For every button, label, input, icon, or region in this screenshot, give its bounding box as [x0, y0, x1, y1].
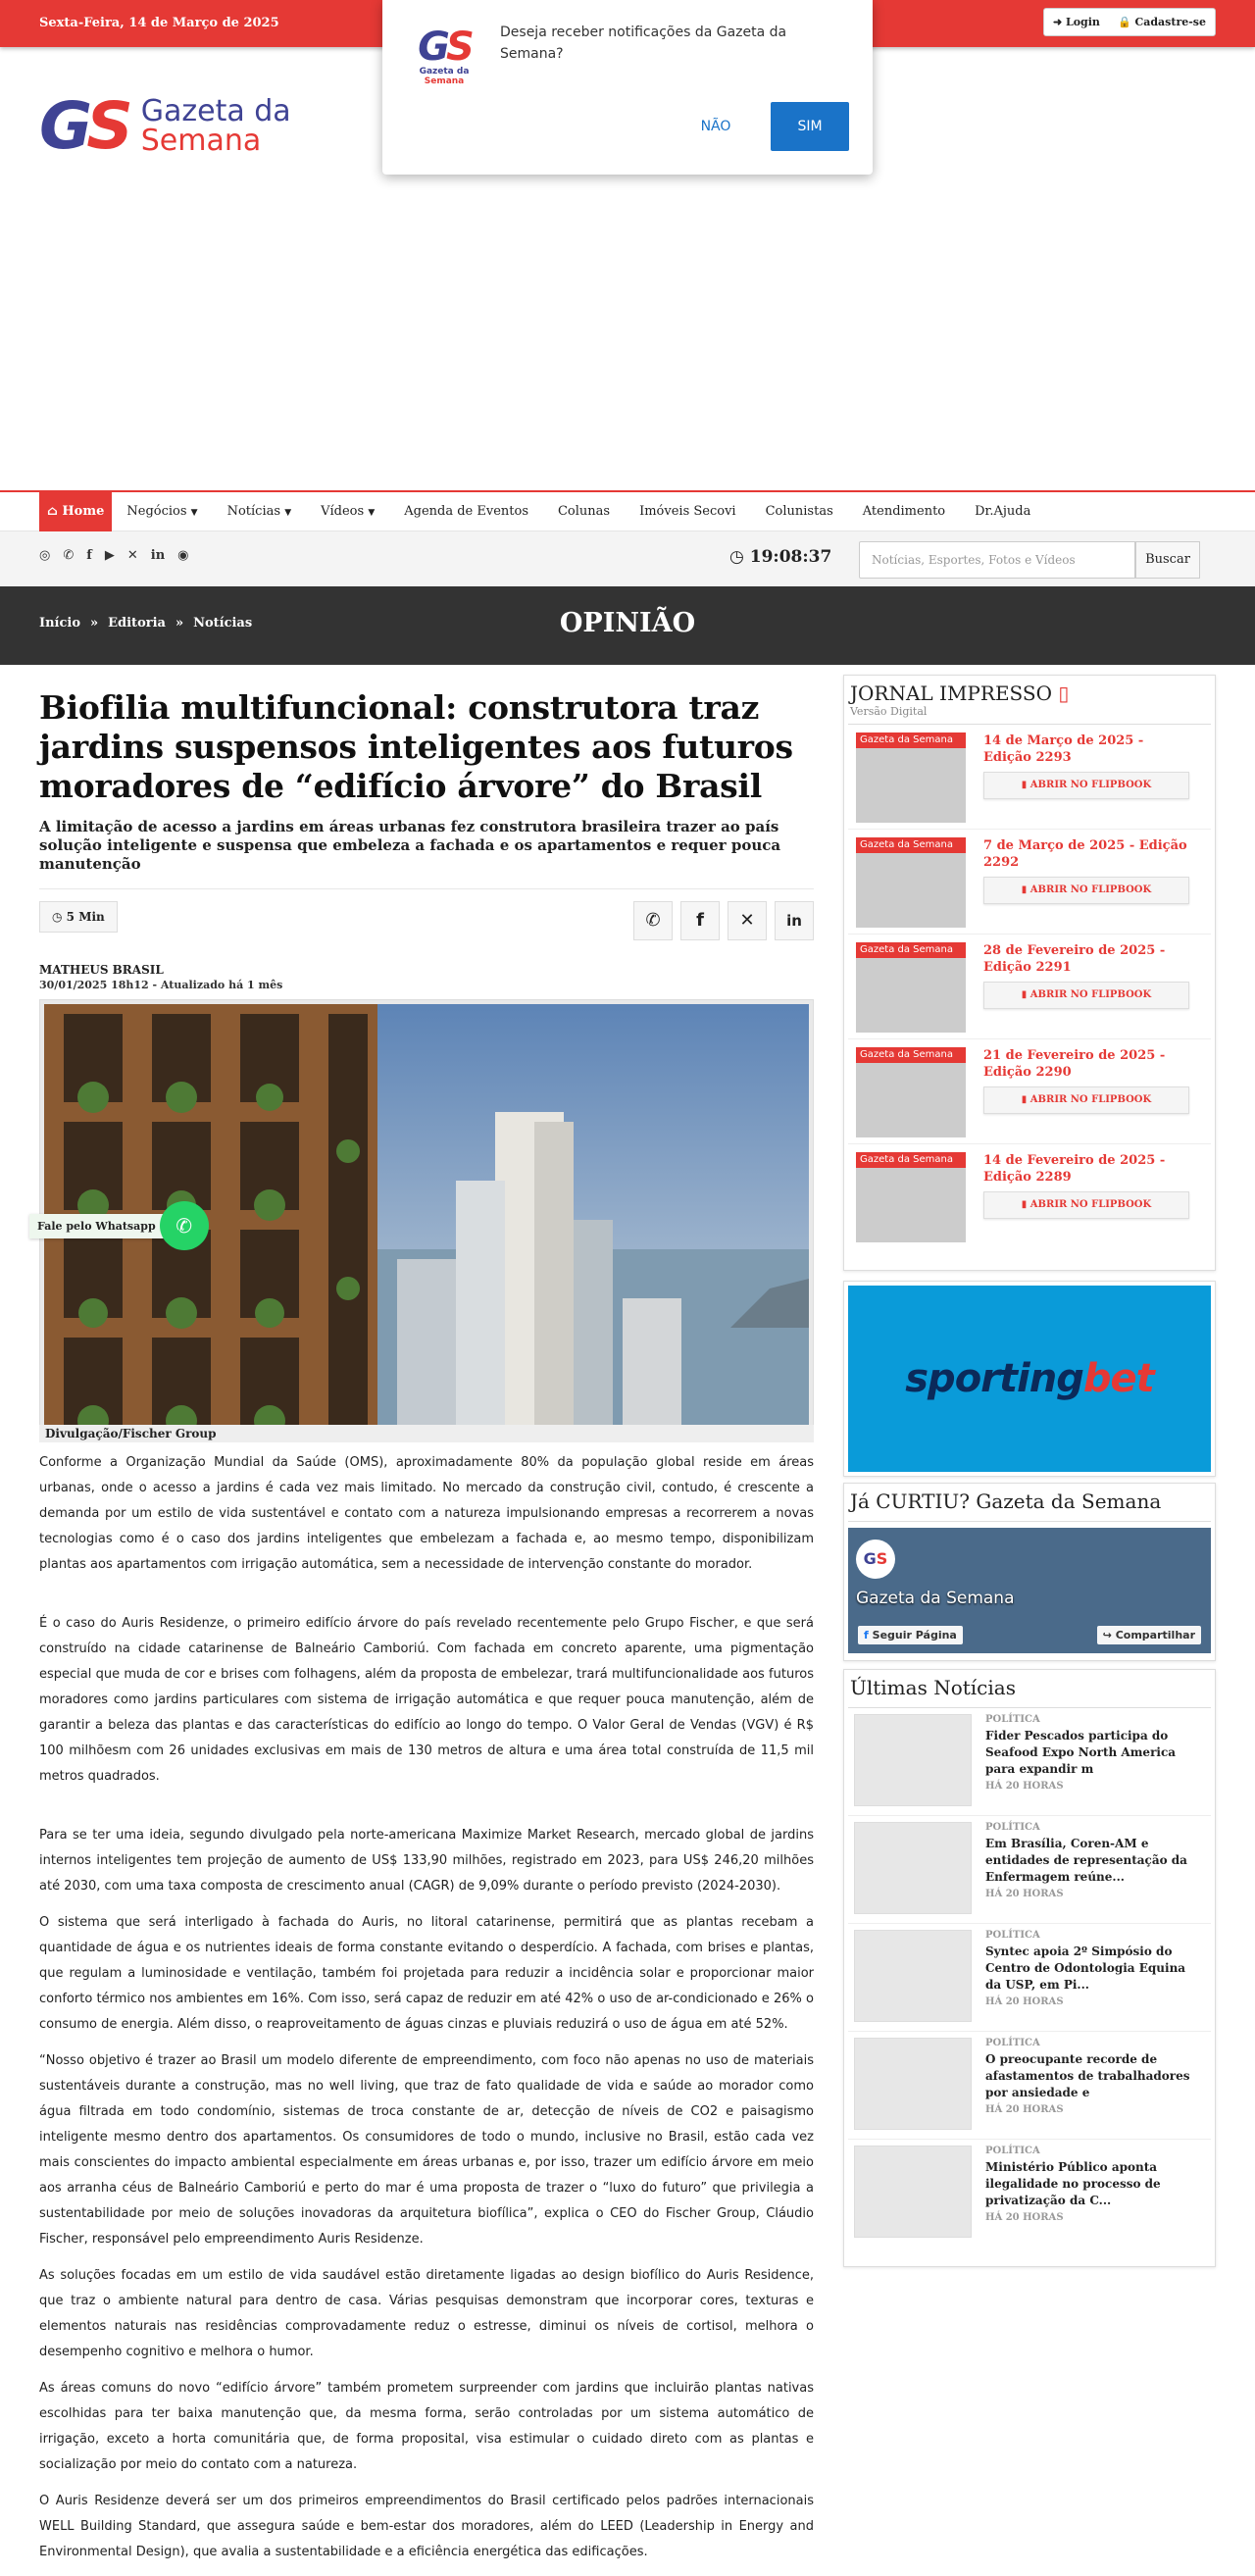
caret-down-icon: ▼	[190, 508, 198, 518]
flipbook-label: ABRIR NO FLIPBOOK	[1029, 1199, 1152, 1210]
share-facebook-icon[interactable]: f	[680, 901, 720, 940]
latest-news-item[interactable]	[848, 1816, 1211, 1924]
article-paragraph: As soluções focadas em um estilo de vida saudável estão diretamente ligadas ao design biofílico do Auris Residence, que traz o ambiente natural para dentro de casa. Várias pesquisas demonstram que incorporar cores, texturas e elementos naturais nas residências comprovadamente reduz o estresse, diminui os níveis de cortisol, melhora o desempenho cognitivo e melhora o humor.	[39, 2268, 814, 2359]
print-edition-subtitle: Versão Digital	[848, 705, 1211, 725]
news-title[interactable]: Syntec apoia 2º Simpósio do Centro de Odontologia Equina da USP, em Pi...	[985, 1945, 1186, 1992]
news-title[interactable]: Fider Pescados participa do Seafood Expo North America para expandir m	[985, 1729, 1177, 1776]
pdf-icon: ▮	[1021, 884, 1028, 895]
ad-brand-b: bet	[1082, 1356, 1154, 1401]
notification-prompt	[382, 0, 873, 175]
article-date: 30/01/2025 18h12 - Atualizado há 1 mês	[39, 979, 283, 991]
news-time: HÁ 20 HORAS	[985, 1889, 1064, 1899]
share-buttons	[633, 901, 814, 940]
main-nav	[0, 490, 1255, 531]
latest-news-title: Últimas Notícias	[848, 1676, 1211, 1708]
print-edition-title: JORNAL IMPRESSO	[850, 682, 1052, 705]
article-title: Biofilia multifuncional: construtora traz jardins suspensos inteligentes aos futuros moradores de “edifício árvore” do Brasil	[39, 688, 793, 805]
notification-message: Deseja receber notificações da Gazeta da Semana?	[500, 25, 787, 62]
search-input[interactable]: Notícias, Esportes, Fotos e Vídeos	[859, 541, 1135, 579]
follow-label: Seguir Página	[872, 1629, 957, 1642]
latest-news-item[interactable]	[848, 1708, 1211, 1816]
latest-news-item[interactable]	[848, 2032, 1211, 2140]
latest-news-item[interactable]	[848, 1924, 1211, 2032]
facebook-icon[interactable]: f	[86, 548, 92, 563]
nav-colunistas[interactable]: Colunistas	[765, 504, 833, 519]
article	[39, 686, 814, 2576]
nav-videos[interactable]	[306, 492, 389, 531]
edition-title[interactable]: 14 de Fevereiro de 2025 - Edição 2289	[983, 1153, 1166, 1185]
news-category: POLÍTICA	[985, 2038, 1040, 2048]
logo-mark	[39, 88, 127, 164]
article-paragraph: O Auris Residenze deverá ser um dos primeiros empreendimentos do Brasil certificado pelos padrões internacionais WELL Building Standard, que assegura saúde e bem-estar dos moradores, além do LEED (Leadership in Energy and Environmental Design), que avalia a sustentabilidade e a eficiência energética das edificações.	[39, 2494, 814, 2559]
cover-label: Gazeta da Semana	[856, 1152, 966, 1168]
edition-cover[interactable]	[856, 1152, 966, 1242]
popup-logo-line-2: Semana	[424, 76, 465, 86]
news-thumbnail[interactable]	[854, 2038, 972, 2130]
nav-home[interactable]	[39, 492, 112, 531]
edition-cover[interactable]	[856, 732, 966, 823]
print-edition-heading	[848, 682, 1211, 705]
avatar-s: S	[876, 1549, 888, 1568]
logo-words	[140, 94, 291, 158]
news-thumbnail[interactable]	[854, 2146, 972, 2238]
whatsapp-icon[interactable]: ✆	[160, 1201, 209, 1250]
logo-line-2: Semana	[140, 124, 262, 158]
flipbook-label: ABRIR NO FLIPBOOK	[1029, 1094, 1152, 1105]
sidebar-ad[interactable]	[843, 1281, 1216, 1477]
edition-item[interactable]	[848, 1039, 1211, 1144]
whatsapp-icon[interactable]: ✆	[63, 548, 75, 563]
facebook-page-name[interactable]: Gazeta da Semana	[856, 1589, 1015, 1608]
flipbook-label: ABRIR NO FLIPBOOK	[1029, 989, 1152, 1000]
news-time: HÁ 20 HORAS	[985, 2212, 1064, 2223]
nav-drajuda[interactable]: Dr.Ajuda	[975, 504, 1031, 519]
linkedin-icon[interactable]: in	[150, 548, 166, 563]
edition-item[interactable]	[848, 725, 1211, 830]
latest-news-widget	[843, 1669, 1216, 2267]
nav-label: Negócios	[126, 504, 187, 519]
article-subtitle: A limitação de acesso a jardins em áreas urbanas fez construtora brasileira trazer ao país solução inteligente e suspensa que embeleza a fachada e os apartamentos e requer pouca manutenção	[39, 818, 781, 873]
article-paragraph: Para se ter uma ideia, segundo divulgado pela norte-americana Maximize Market Research, mercado global de jardins internos inteligentes tem projeção de aumento de US$ 133,90 milhões, registrado em 2023, para US$ 246,20 milhões até 2030, com uma taxa composta de crescimento anual (CAGR) de 9,09% durante o período previsto (2024-2030).	[39, 1828, 814, 1894]
share-whatsapp-icon[interactable]: ✆	[633, 901, 673, 940]
rss-icon[interactable]: ◉	[177, 548, 189, 563]
chevron-right-icon: »	[175, 616, 184, 631]
news-title[interactable]: O preocupante recorde de afastamentos de trabalhadores por ansiedade e	[985, 2052, 1190, 2099]
breadcrumb	[39, 616, 252, 631]
instagram-icon[interactable]: ◎	[39, 548, 51, 563]
facebook-widget-title: Já CURTIU? Gazeta da Semana	[848, 1490, 1211, 1522]
section-band	[0, 586, 1255, 665]
popup-logo-g: G	[418, 25, 447, 70]
facebook-icon: f	[864, 1629, 869, 1642]
edition-item[interactable]	[848, 830, 1211, 934]
edition-title[interactable]: 21 de Fevereiro de 2025 - Edição 2290	[983, 1048, 1166, 1080]
edition-title[interactable]: 28 de Fevereiro de 2025 - Edição 2291	[983, 943, 1166, 975]
photo-caption: Divulgação/Fischer Group	[39, 1425, 814, 1442]
news-title[interactable]: Em Brasília, Coren-AM e entidades de representação da Enfermagem reúne...	[985, 1837, 1187, 1884]
facebook-widget	[843, 1483, 1216, 1661]
logo-line-1: Gazeta da	[140, 94, 291, 128]
popup-logo	[406, 27, 482, 86]
share-page-button[interactable]	[1097, 1626, 1201, 1644]
nav-label: Notícias	[226, 504, 281, 519]
flipbook-button[interactable]	[983, 877, 1189, 904]
social-icons	[39, 548, 188, 563]
popup-logo-line-1: Gazeta da	[419, 67, 470, 76]
news-thumbnail[interactable]	[854, 1822, 972, 1914]
nav-agenda[interactable]: Agenda de Eventos	[404, 504, 528, 519]
logo-mark-s: S	[86, 88, 127, 164]
phone-icon: ▯	[1058, 682, 1070, 705]
breadcrumb-editoria[interactable]: Editoria	[108, 616, 166, 631]
news-category: POLÍTICA	[985, 2146, 1040, 2156]
news-thumbnail[interactable]	[854, 1930, 972, 2022]
accept-button[interactable]: SIM	[771, 102, 849, 151]
article-paragraph: O sistema que será interligado à fachada do Auris, no litoral catarinense, permitirá que as plantas recebam a quantidade de água e os nutrientes ideais de forma constante evitando o desperdício. A fachada, com brises e plantas, que regulam a luminosidade e ventilação, também foi projetada para reduzir a incidência solar e proporcionar maior conforto térmico nos ambientes em 16%. Com isso, será capaz de reduzir em até 42% o uso de ar-condicionado e 26% o consumo de energia. Além disso, o reaproveitamento de águas cinzas e pluviais reduzirá o uso de água em até 52%.	[39, 1915, 814, 2032]
share-linkedin-icon[interactable]: in	[775, 901, 814, 940]
search-button[interactable]: Buscar	[1135, 541, 1200, 579]
login-label: Login	[1065, 16, 1100, 28]
news-title[interactable]: Ministério Público aponta ilegalidade no processo de privatização da C...	[985, 2160, 1161, 2207]
cover-label: Gazeta da Semana	[856, 837, 966, 853]
article-meta-row	[39, 888, 814, 951]
flipbook-label: ABRIR NO FLIPBOOK	[1029, 780, 1152, 790]
share-x-icon[interactable]: ✕	[728, 901, 767, 940]
login-link[interactable]: ➜ Login	[1052, 16, 1100, 28]
clock	[729, 547, 831, 567]
edition-item[interactable]	[848, 1144, 1211, 1249]
pdf-icon: ▮	[1021, 1094, 1028, 1105]
section-title: OPINIÃO	[559, 608, 696, 638]
current-date: Sexta-Feira, 14 de Março de 2025	[39, 16, 279, 30]
nav-imoveis[interactable]: Imóveis Secovi	[639, 504, 736, 519]
edition-cover[interactable]	[856, 1047, 966, 1137]
breadcrumb-home[interactable]: Início	[39, 616, 80, 631]
account-links	[1043, 8, 1216, 36]
clock-icon: ◷	[52, 910, 63, 924]
article-paragraph: Conforme a Organização Mundial da Saúde (OMS), aproximadamente 80% da população global reside em áreas urbanas, onde o acesso a jardins é cada vez mais limitado. No mercado da construção civil, contudo, é crescente a demanda por um estilo de vida sustentável e contato com a natureza impulsionando empresas a recorrerem a novas tecnologias como é o caso dos jardins inteligentes que embelezam a fachada e, ao mesmo tempo, disponibilizam plantas aos apartamentos com irrigação automática, sem a necessidade de intervenção constante do morador.	[39, 1455, 814, 1572]
avatar-g: G	[863, 1549, 877, 1568]
pdf-icon: ▮	[1021, 989, 1028, 1000]
ad-banner[interactable]	[848, 1286, 1211, 1472]
pdf-icon: ▮	[1021, 780, 1028, 790]
follow-page-button[interactable]	[858, 1626, 963, 1644]
popup-logo-s: S	[446, 25, 471, 70]
home-icon: ⌂	[47, 504, 58, 519]
article-paragraph: “Nosso objetivo é trazer ao Brasil um modelo diferente de empreendimento, com foco não apenas no uso de materiais sustentáveis durante a construção, mas no well living, que traz de fato qualidade de vida e saúde ao morador como água filtrada em todo condomínio, sistemas de troca constante de ar, detecção de níveis de CO2 e paisagismo inteligente mesmo dentro dos apartamentos. Os consumidores de todo o mundo, inclusive no Brasil, estão cada vez mais conscientes do impacto ambiental especialmente em áreas urbanas e, por isso, trazer um edifício árvore em meio aos arranha céus de Balneário Camboriú e perto do mar é uma proposta de trazer o “luxo do futuro” que privilegia a sustentabilidade por meio de soluções inovadoras da arquitetura biofílica”, explica o CEO do Fischer Group, Cláudio Fischer, responsável pelo empreendimento Auris Residenze.	[39, 2053, 814, 2247]
chevron-right-icon: »	[90, 616, 99, 631]
page-avatar	[856, 1540, 895, 1579]
article-body	[39, 1450, 814, 2565]
youtube-icon[interactable]: ▶	[104, 548, 115, 563]
flipbook-button[interactable]	[983, 1191, 1189, 1219]
read-time: 5 Min	[66, 910, 105, 924]
x-icon[interactable]: ✕	[126, 548, 138, 563]
nav-home-label: Home	[62, 504, 105, 519]
facebook-page-plugin[interactable]	[848, 1528, 1211, 1653]
news-category: POLÍTICA	[985, 1930, 1040, 1941]
cover-label: Gazeta da Semana	[856, 1047, 966, 1063]
news-time: HÁ 20 HORAS	[985, 1781, 1064, 1792]
caret-down-icon: ▼	[284, 508, 292, 518]
edition-cover[interactable]	[856, 837, 966, 928]
ad-logo	[905, 1356, 1153, 1401]
edition-title[interactable]: 14 de Março de 2025 - Edição 2293	[983, 733, 1144, 765]
share-icon: ↪	[1102, 1629, 1112, 1642]
decline-button[interactable]: NÃO	[700, 119, 731, 134]
whatsapp-widget[interactable]	[29, 1201, 209, 1250]
nav-atendimento[interactable]: Atendimento	[862, 504, 946, 519]
nav-label: Vídeos	[321, 504, 365, 519]
news-category: POLÍTICA	[985, 1822, 1040, 1833]
share-label: Compartilhar	[1115, 1629, 1195, 1642]
logo-mark-g: G	[39, 88, 87, 164]
article-author: MATHEUS BRASIL	[39, 963, 164, 977]
article-paragraph: É o caso do Auris Residenze, o primeiro edifício árvore do país revelado recentemente pelo Grupo Fischer, e que será construído na cidade catarinense de Balneário Camboriú. Com fachada em concreto aparente, uma pigmentação especial que muda de cor e brises com folhagens, além da proposta de embelezar, trará multifuncionalidade aos futuros moradores como jardins particulares com sistema de irrigação automática e que requer pouca manutenção, além de garantir a beleza das plantas e das características do edifício ao longo do tempo. O Valor Geral de Vendas (VGV) é R$ 100 milhõesm com 26 unidades exclusivas em mais de 130 metros de altura e uma área total construída de 11,5 mil metros quadrados.	[39, 1616, 814, 1784]
flipbook-button[interactable]	[983, 772, 1189, 799]
signup-label: Cadastre-se	[1134, 16, 1206, 28]
clock-icon: ◷	[729, 547, 744, 567]
news-time: HÁ 20 HORAS	[985, 1996, 1064, 2007]
whatsapp-label: Fale pelo Whatsapp	[29, 1214, 164, 1238]
caret-down-icon: ▼	[368, 508, 376, 518]
signup-link[interactable]: 🔒 Cadastre-se	[1117, 16, 1206, 28]
nav-negocios[interactable]	[112, 492, 212, 531]
breadcrumb-noticias[interactable]: Notícias	[193, 616, 253, 631]
edition-item[interactable]	[848, 934, 1211, 1039]
nav-colunas[interactable]: Colunas	[557, 504, 611, 519]
flipbook-label: ABRIR NO FLIPBOOK	[1029, 884, 1152, 895]
edition-cover[interactable]	[856, 942, 966, 1033]
flipbook-button[interactable]	[983, 1086, 1189, 1114]
site-logo[interactable]	[39, 88, 291, 164]
edition-title[interactable]: 7 de Março de 2025 - Edição 2292	[983, 838, 1187, 870]
flipbook-button[interactable]	[983, 982, 1189, 1009]
cover-label: Gazeta da Semana	[856, 732, 966, 748]
news-category: POLÍTICA	[985, 1714, 1040, 1725]
news-thumbnail[interactable]	[854, 1714, 972, 1806]
nav-noticias[interactable]	[213, 492, 307, 531]
ad-brand-a: sporting	[905, 1356, 1083, 1401]
pdf-icon: ▮	[1021, 1199, 1028, 1210]
read-time-badge	[39, 901, 118, 933]
cover-label: Gazeta da Semana	[856, 942, 966, 958]
latest-news-item[interactable]	[848, 2140, 1211, 2248]
print-edition-widget	[843, 675, 1216, 1271]
news-time: HÁ 20 HORAS	[985, 2104, 1064, 2115]
clock-time: 19:08:37	[749, 547, 832, 567]
utility-bar	[0, 531, 1255, 586]
article-paragraph: As áreas comuns do novo “edifício árvore” também prometem surpreender com jardins que incluirão plantas nativas escolhidas para ter baixa manutenção que, da mesma forma, serão controladas por um sistema automático de irrigação, exceto a horta comunitária que, de forma proposital, visa estimular o cuidado direto com as plantas e socialização por meio do contato com a natureza.	[39, 2381, 814, 2472]
